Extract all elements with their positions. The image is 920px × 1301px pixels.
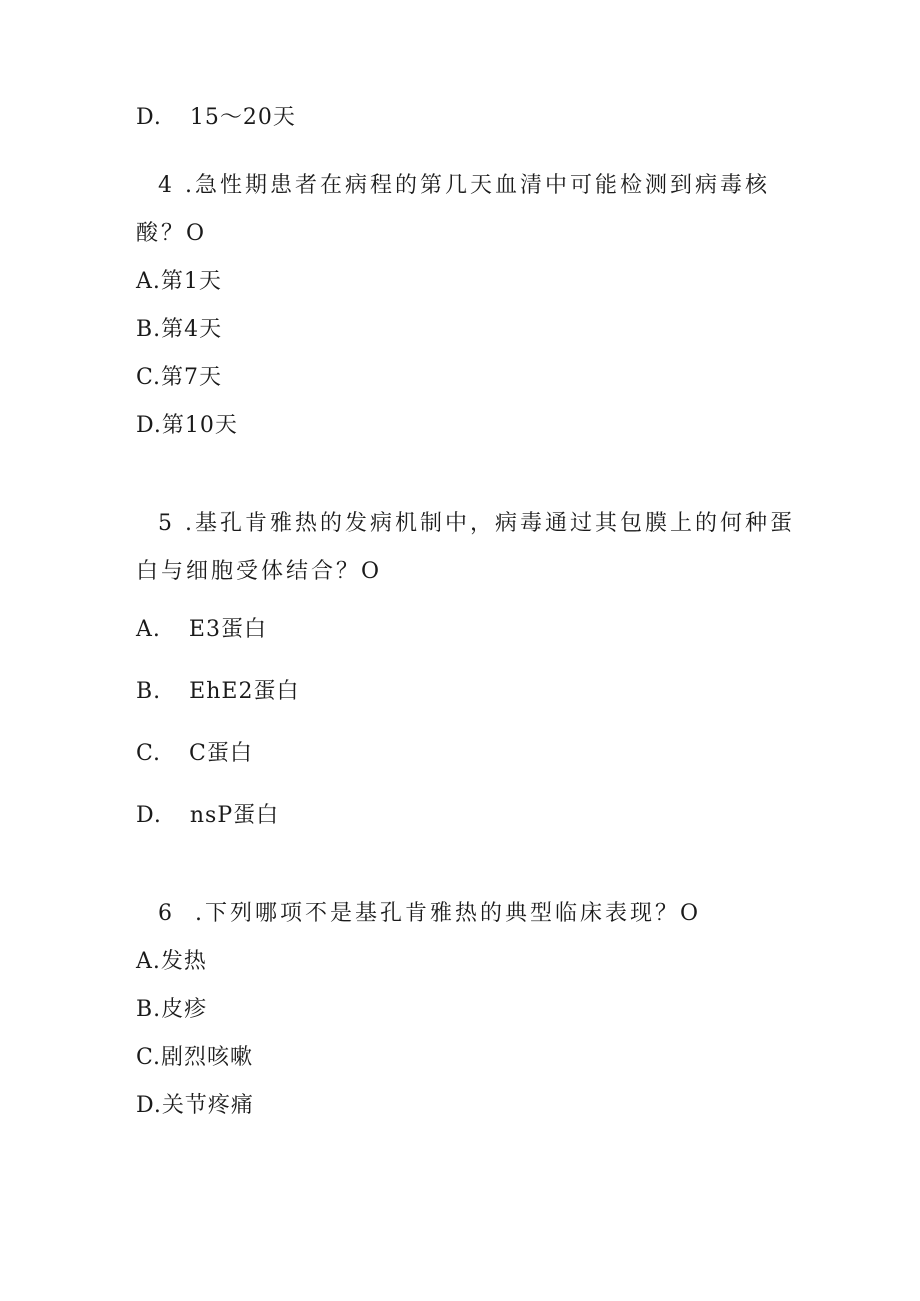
q4-option-c: C.第7天 — [136, 365, 223, 390]
q4-stem-line1: 4 .急性期患者在病程的第几天血清中可能检测到病毒核 — [158, 173, 770, 198]
option-letter: B. — [136, 679, 162, 704]
q6-stem-line1: 6 .下列哪项不是基孔肯雅热的典型临床表现？O — [158, 901, 702, 926]
q5-stem-line1: 5 .基孔肯雅热的发病机制中，病毒通过其包膜上的何种蛋 — [158, 511, 795, 536]
option-text: E3蛋白 — [188, 617, 267, 642]
q3-option-d — [136, 104, 296, 132]
q6-option-c: C.剧烈咳嗽 — [136, 1045, 254, 1070]
q4-option-d: D.第10天 — [136, 413, 238, 438]
q6-option-a: A.发热 — [136, 949, 207, 974]
q6-option-d: D.关节疼痛 — [136, 1093, 254, 1118]
q4-stem-line2: 酸？O — [136, 221, 208, 246]
option-letter: C. — [136, 741, 162, 766]
q5-option-a — [136, 616, 267, 644]
q4-option-a: A.第1天 — [136, 269, 222, 294]
q5-option-b — [136, 678, 299, 706]
q6-option-b: B.皮疹 — [136, 997, 208, 1022]
option-letter: D. — [136, 803, 162, 828]
q5-option-c — [136, 740, 253, 768]
option-letter: D. — [136, 105, 162, 130]
option-letter: A. — [136, 617, 161, 642]
option-text: EhE2蛋白 — [189, 679, 300, 704]
option-text: 15～20天 — [189, 105, 296, 130]
q4-option-b: B.第4天 — [136, 317, 223, 342]
q5-stem-line2: 白与细胞受体结合？O — [136, 559, 383, 584]
option-text: C蛋白 — [189, 741, 253, 766]
option-text: nsP蛋白 — [189, 803, 280, 828]
q5-option-d — [136, 802, 279, 830]
